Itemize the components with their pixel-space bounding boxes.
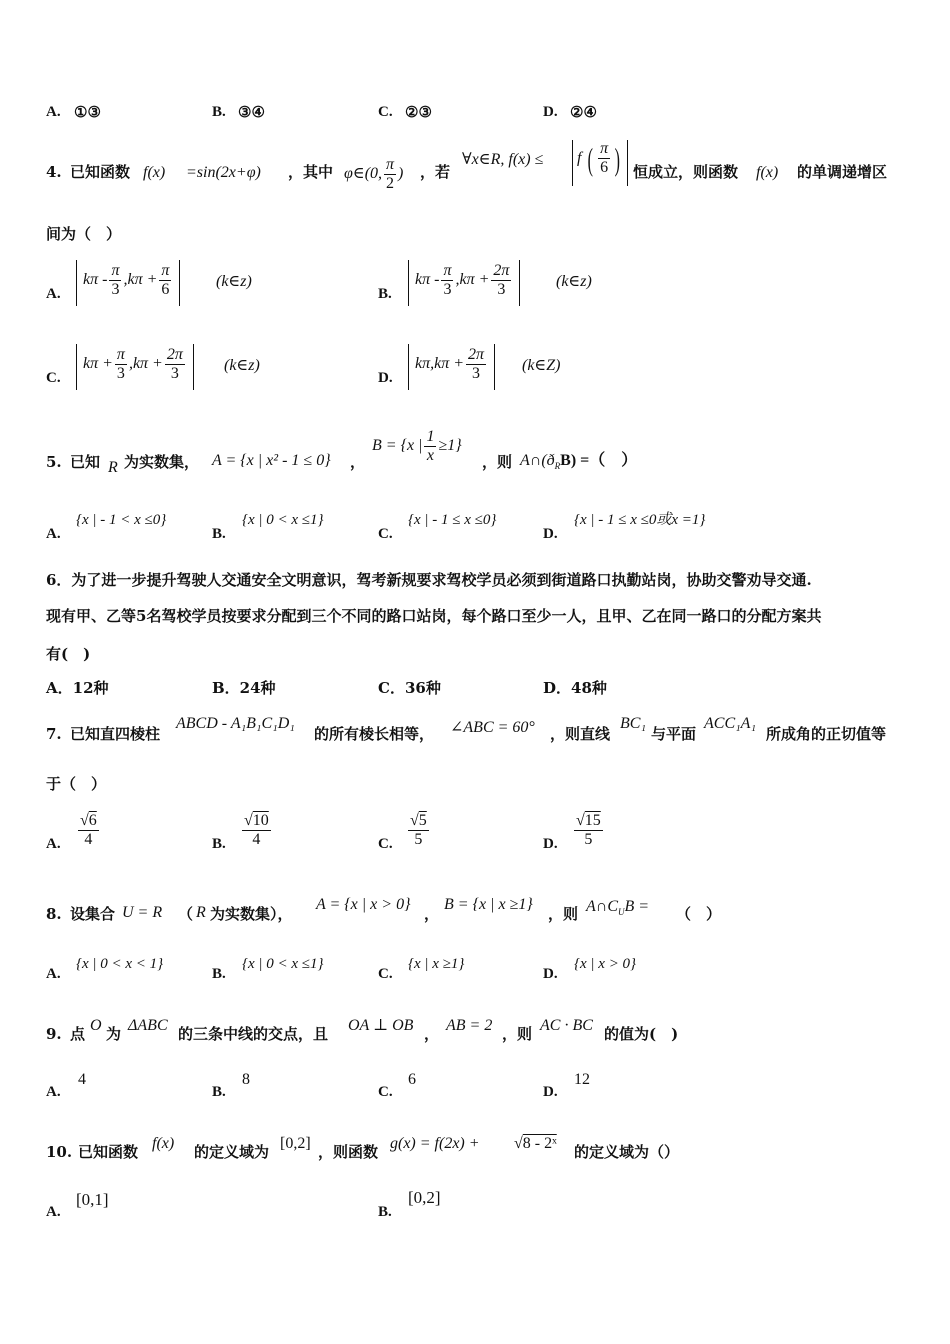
q7-option-a-label: A. xyxy=(46,836,61,852)
q4-b-f2-den: 3 xyxy=(497,281,506,298)
q4-a-f1-den: 3 xyxy=(111,281,120,298)
q7-a-frac xyxy=(78,812,99,849)
q4-a-k1: kπ - xyxy=(83,271,108,289)
q8-option-d: {x | x > 0} xyxy=(574,956,637,972)
q8-option-c: {x | x ≥1} xyxy=(408,956,465,972)
q3-option-d-label: D. xyxy=(543,104,558,120)
q10-f: f(x) xyxy=(152,1135,175,1152)
q4-phi-range-text: φ∈(0, xyxy=(344,165,383,183)
q8-expr2: B = xyxy=(624,898,650,915)
q4-text: ，其中 xyxy=(288,163,334,181)
q4-d-f1-num: 2π xyxy=(468,346,485,363)
q8-option-c-label: C. xyxy=(378,966,393,982)
q10-text: 的定义域为（） xyxy=(574,1143,680,1161)
q3-option-b: ③④ xyxy=(238,103,265,121)
q5-text: ，则 xyxy=(482,453,513,471)
q4-a-tail: (k∈z) xyxy=(216,273,252,290)
q9-option-b-label: B. xyxy=(212,1084,226,1100)
q4-c-f2-den: 3 xyxy=(170,365,179,382)
q4-c-k2: ,kπ + xyxy=(128,355,163,373)
q9-perp: OA ⊥ OB xyxy=(348,1017,414,1034)
q9-text: 为 xyxy=(106,1025,122,1043)
q4-paren: ( xyxy=(588,140,594,177)
q4-c-frac1 xyxy=(115,346,127,383)
q5-expr2: B) =（ ） xyxy=(560,452,638,469)
q7-d-frac xyxy=(574,812,603,849)
q9-option-c-label: C. xyxy=(378,1084,393,1100)
q7-angle: ∠ABC = 60° xyxy=(450,719,535,736)
q8-comma: ， xyxy=(424,905,440,923)
q8-setB: B = {x | x ≥1} xyxy=(444,896,533,913)
q9-option-a-label: A. xyxy=(46,1084,61,1100)
q4-pi: π xyxy=(386,156,395,173)
q6-option-c: C．36种 xyxy=(378,679,441,697)
q5-setA: A = {x | x² - 1 ≤ 0} xyxy=(212,452,331,469)
q4-b-frac1 xyxy=(441,262,453,299)
q7-option-b xyxy=(240,812,273,849)
q4-b-f2-num: 2π xyxy=(493,262,510,279)
q9-option-d: 12 xyxy=(574,1071,590,1088)
q4-six: 6 xyxy=(600,159,609,176)
q4-number: 4. xyxy=(46,163,62,181)
q7-d-den: 5 xyxy=(584,831,593,848)
q4-c-f2-num: 2π xyxy=(166,346,183,363)
q4-b-tail: (k∈z) xyxy=(556,273,592,290)
q3-option-d: ②④ xyxy=(570,103,597,121)
q8-text: （ ） xyxy=(676,905,722,923)
q5-option-a: {x | - 1 < x ≤0} xyxy=(76,512,167,528)
q4-a-f1-num: π xyxy=(111,262,120,279)
q4-b-k2: ,kπ + xyxy=(455,271,490,289)
q4-text: 恒成立，则函数 xyxy=(633,163,739,181)
q5-option-c-label: C. xyxy=(378,526,393,542)
q7-plane: ACC₁A₁ xyxy=(704,715,757,732)
q3-option-c: ②③ xyxy=(405,103,432,121)
q4-d-f1-den: 3 xyxy=(472,365,481,382)
q5-expr xyxy=(520,451,637,476)
q4-option-a xyxy=(76,260,180,306)
q8-option-b: {x | 0 < x ≤1} xyxy=(242,956,324,972)
q4-eq: =sin(2x+φ) xyxy=(186,164,261,181)
q9-ab: AB = 2 xyxy=(446,1017,493,1034)
q7-b-num: √10 xyxy=(244,812,269,829)
q4-text: 已知函数 xyxy=(70,163,131,181)
q4-d-tail: (k∈Z) xyxy=(522,357,561,374)
q4-d-frac1 xyxy=(466,346,486,383)
q10-radical: √8 - 2ˣ xyxy=(514,1135,557,1152)
q5-sub: R xyxy=(554,461,561,472)
q10-rad: 8 - 2ˣ xyxy=(522,1135,557,1152)
q4-a-f2-den: 6 xyxy=(161,281,170,298)
q4-c-frac2 xyxy=(165,346,185,383)
q5-option-d: {x | - 1 ≤ x ≤0或x =1} xyxy=(574,512,706,528)
q8-number: 8. xyxy=(46,905,62,923)
q9-option-d-label: D. xyxy=(543,1084,558,1100)
q4-option-a-label: A. xyxy=(46,286,61,302)
q7-text: 于（ ） xyxy=(46,775,107,793)
q4-option-d xyxy=(408,344,495,390)
q4-pi-over-2 xyxy=(384,156,396,193)
q10-g: g(x) = f(2x) + xyxy=(390,1135,480,1152)
q9-text: 的三条中线的交点，且 xyxy=(178,1025,329,1043)
q9-comma: ， xyxy=(424,1025,440,1043)
q4-func: f(x) xyxy=(143,164,166,181)
q3-option-b-label: B. xyxy=(212,104,226,120)
q4-pi-over-6 xyxy=(598,140,610,177)
q4-a-frac1 xyxy=(109,262,121,299)
q8-option-a-label: A. xyxy=(46,966,61,982)
q4-c-f1-den: 3 xyxy=(116,365,125,382)
q10-dom: [0,2] xyxy=(280,1135,311,1152)
q4-phi-range xyxy=(344,156,403,193)
q8-text: （ xyxy=(178,905,194,923)
q5-setB-pre: B = {x | xyxy=(372,437,423,455)
q4-b-frac2 xyxy=(491,262,511,299)
q7-option-a xyxy=(76,812,101,849)
q8-expr-text: A∩C xyxy=(586,898,618,915)
q9-option-a: 4 xyxy=(78,1071,86,1088)
q6-option-d: D．48种 xyxy=(543,679,607,697)
q8-text: 设集合 xyxy=(70,905,116,923)
q7-a-num: √6 xyxy=(80,812,97,829)
q5-comma: ， xyxy=(350,453,366,471)
q7-d-rad: 15 xyxy=(584,812,601,829)
q8-expr xyxy=(586,897,649,922)
q7-option-b-label: B. xyxy=(212,836,226,852)
q4-option-d-label: D. xyxy=(378,370,393,386)
q10-text: 已知函数 xyxy=(78,1143,139,1161)
q7-option-c xyxy=(406,812,431,849)
q7-option-d xyxy=(572,812,605,849)
q8-text: ，则 xyxy=(548,905,579,923)
q4-c-k1: kπ + xyxy=(83,355,113,373)
q5-number: 5. xyxy=(46,453,62,471)
q4-pi: π xyxy=(600,140,609,157)
q7-option-d-label: D. xyxy=(543,836,558,852)
q7-d-num: √15 xyxy=(576,812,601,829)
q4-a-frac2 xyxy=(159,262,171,299)
q4-two: 2 xyxy=(386,175,395,192)
q9-tri: ΔABC xyxy=(128,1017,168,1034)
q7-c-num: √5 xyxy=(410,812,427,829)
q8-option-d-label: D. xyxy=(543,966,558,982)
q9-option-b: 8 xyxy=(242,1071,250,1088)
q5-setB xyxy=(372,428,462,465)
q6-line-3: 有( ) xyxy=(46,645,91,663)
q4-paren: ) xyxy=(614,140,621,177)
q5-setB-post: ≥1} xyxy=(438,437,462,455)
q7-c-frac xyxy=(408,812,429,849)
q4-d-k1: kπ,kπ + xyxy=(415,355,465,373)
q10-option-a-label: A. xyxy=(46,1204,61,1220)
q4-option-c xyxy=(76,344,194,390)
q7-b-frac xyxy=(242,812,271,849)
q8-sub: U xyxy=(618,907,625,918)
q6-line-2: 现有甲、乙等5名驾校学员按要求分配到三个不同的路口站岗，每个路口至少一人，且甲、乙在同一路口的分配方案共 xyxy=(46,607,822,625)
q10-text: 的定义域为 xyxy=(194,1143,270,1161)
q5-one: 1 xyxy=(426,428,435,445)
q3-option-a-label: A. xyxy=(46,104,61,120)
q4-a-f2-num: π xyxy=(161,262,170,279)
q5-option-b-label: B. xyxy=(212,526,226,542)
q9-number: 9. xyxy=(46,1025,62,1043)
q10-text: ，则函数 xyxy=(318,1143,379,1161)
q7-number: 7. xyxy=(46,725,62,743)
q8-option-b-label: B. xyxy=(212,966,226,982)
q8-text: 为实数集）， xyxy=(210,905,293,923)
q4-abs xyxy=(572,140,628,186)
q6-option-a: A．12种 xyxy=(46,679,109,697)
q8-U: U = R xyxy=(122,904,163,921)
q4-forall: ∀x∈R, f(x) ≤ xyxy=(462,151,544,168)
q4-f: f xyxy=(577,149,582,167)
q6-line-1: 6．为了进一步提升驾驶人交通安全文明意识，驾考新规要求驾校学员必须到街道路口执勤站岗，协助交警劝导交通. xyxy=(46,571,812,589)
q4-c-f1-num: π xyxy=(116,346,125,363)
q9-dot: AC · BC xyxy=(540,1017,593,1034)
q4-text: ，若 xyxy=(420,163,451,181)
q7-text: 与平面 xyxy=(651,725,697,743)
q9-option-c: 6 xyxy=(408,1071,416,1088)
q5-text: 为实数集， xyxy=(124,453,200,471)
q4-close: ) xyxy=(398,165,404,183)
q7-a-den: 4 xyxy=(84,831,93,848)
q4-b-f1-num: π xyxy=(443,262,452,279)
q8-setA: A = {x | x > 0} xyxy=(316,896,411,913)
q7-b-rad: 10 xyxy=(252,812,269,829)
q7-option-c-label: C. xyxy=(378,836,393,852)
q9-text: ，则 xyxy=(502,1025,533,1043)
q7-prism: ABCD - A₁B₁C₁D₁ xyxy=(176,715,295,732)
q5-option-b: {x | 0 < x ≤1} xyxy=(242,512,324,528)
q4-text: 的单调递增区 xyxy=(797,163,888,181)
q4-b-f1-den: 3 xyxy=(443,281,452,298)
q5-R: R xyxy=(108,459,118,476)
q8-option-a: {x | 0 < x < 1} xyxy=(76,956,164,972)
q7-text: 已知直四棱柱 xyxy=(70,725,161,743)
q4-b-k1: kπ - xyxy=(415,271,440,289)
q7-b-den: 4 xyxy=(252,831,261,848)
q7-c-rad: 5 xyxy=(418,812,427,829)
q4-abs-expr xyxy=(572,140,628,186)
q9-text: 的值为( ) xyxy=(604,1025,679,1043)
q7-c-den: 5 xyxy=(414,831,423,848)
q5-option-c: {x | - 1 ≤ x ≤0} xyxy=(408,512,497,528)
q4-option-b xyxy=(408,260,520,306)
q4-option-b-label: B. xyxy=(378,286,392,302)
q7-a-rad: 6 xyxy=(88,812,97,829)
q7-text: 所成角的正切值等 xyxy=(766,725,887,743)
q7-text: ，则直线 xyxy=(550,725,611,743)
q5-option-a-label: A. xyxy=(46,526,61,542)
q5-x: x xyxy=(426,447,435,464)
q10-number: 10. xyxy=(46,1143,73,1161)
q4-text: 间为（ ） xyxy=(46,225,122,243)
q10-option-b: [0,2] xyxy=(408,1188,441,1207)
q5-option-d-label: D. xyxy=(543,526,558,542)
q7-line: BC₁ xyxy=(620,715,647,732)
q7-text: 的所有棱长相等， xyxy=(314,725,435,743)
q4-func2: f(x) xyxy=(756,164,779,181)
q10-option-a: [0,1] xyxy=(76,1190,109,1209)
q9-O: O xyxy=(90,1017,102,1034)
q5-expr-text: A∩(ð xyxy=(520,452,555,469)
q3-option-a: ①③ xyxy=(74,103,101,121)
q8-R: R xyxy=(196,904,206,921)
q4-option-c-label: C. xyxy=(46,370,61,386)
q6-option-b: B．24种 xyxy=(212,679,276,697)
q5-frac xyxy=(424,428,436,465)
q9-text: 点 xyxy=(70,1025,86,1043)
q4-a-k2: ,kπ + xyxy=(123,271,158,289)
q4-c-tail: (k∈z) xyxy=(224,357,260,374)
q10-option-b-label: B. xyxy=(378,1204,392,1220)
q5-text: 已知 xyxy=(70,453,101,471)
q3-option-c-label: C. xyxy=(378,104,393,120)
